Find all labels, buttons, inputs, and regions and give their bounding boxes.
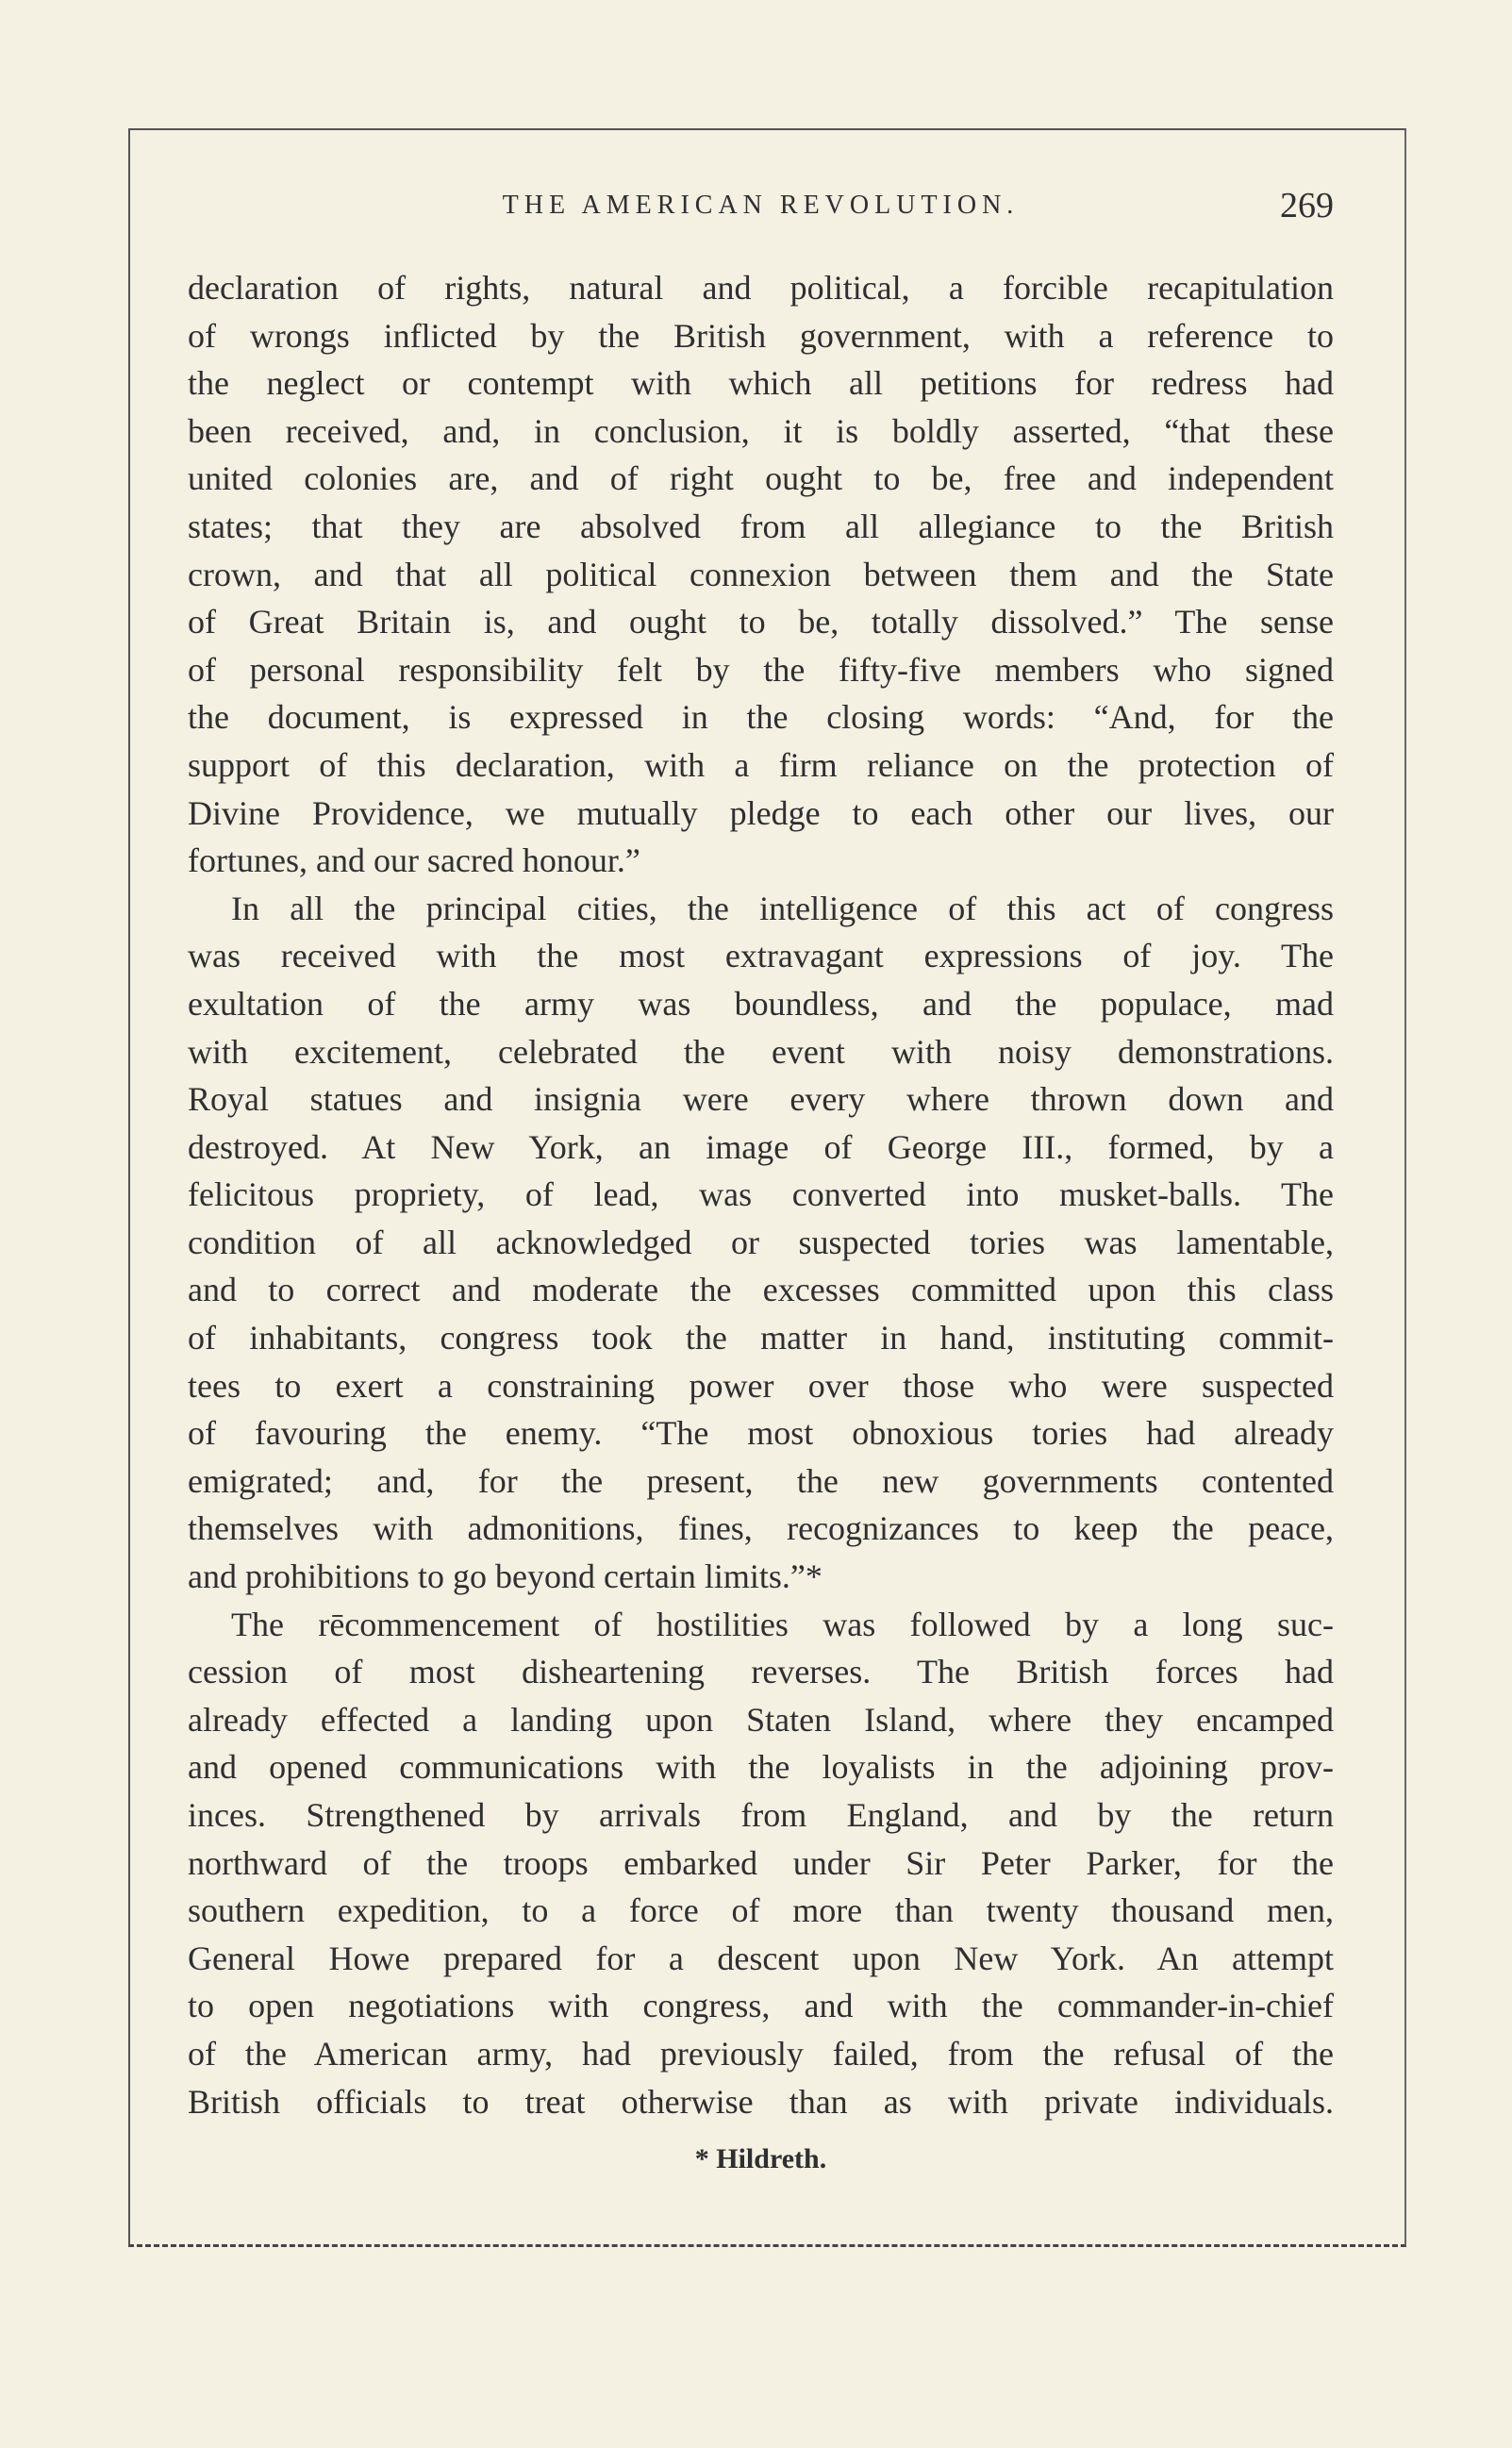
text-line: and to correct and moderate the excesses committed upon this class bbox=[188, 1271, 1334, 1309]
text-line: fortunes, and our sacred honour.” bbox=[188, 841, 640, 880]
text-line: support of this declaration, with a firm reliance on the protection of bbox=[188, 745, 1334, 784]
running-title: THE AMERICAN REVOLUTION. bbox=[502, 191, 1020, 220]
text-line: was received with the most extravagant expressions of joy. The bbox=[188, 937, 1334, 975]
text-line: cession of most disheartening reverses. The British forces had bbox=[188, 1653, 1334, 1691]
text-line: the document, is expressed in the closing words: “And, for the bbox=[188, 698, 1334, 737]
text-line: already effected a landing upon Staten Island, where they encamped bbox=[188, 1700, 1334, 1739]
text-line: of Great Britain is, and ought to be, totally dissolved.” The sense bbox=[188, 603, 1334, 641]
text-line: and opened communications with the loyalists in the adjoining prov- bbox=[188, 1748, 1334, 1787]
text-line: Royal statues and insignia were every where thrown down and bbox=[188, 1080, 1334, 1119]
text-line: of personal responsibility felt by the fifty-five members who signed bbox=[188, 650, 1334, 689]
text-line: British officials to treat otherwise than as with private individuals. bbox=[188, 2082, 1334, 2121]
text-line: General Howe prepared for a descent upon New York. An attempt bbox=[188, 1939, 1334, 1977]
text-line: exultation of the army was boundless, and the populace, mad bbox=[188, 984, 1334, 1023]
text-line: and prohibitions to go beyond certain limits.”* bbox=[188, 1557, 822, 1596]
footnote: * Hildreth. bbox=[694, 2143, 827, 2174]
text-line: of the American army, had previously failed, from the refusal of the bbox=[188, 2034, 1334, 2073]
text-line: declaration of rights, natural and political, a forcible recapitulation bbox=[188, 269, 1334, 307]
text-line: destroyed. At New York, an image of George III., formed, by a bbox=[188, 1127, 1334, 1166]
page-header bbox=[188, 185, 1334, 226]
text-line: of favouring the enemy. “The most obnoxious tories had already bbox=[188, 1414, 1334, 1453]
text-line: northward of the troops embarked under Sir Peter Parker, for the bbox=[188, 1843, 1334, 1882]
text-line: emigrated; and, for the present, the new governments contented bbox=[188, 1461, 1334, 1500]
text-line: to open negotiations with congress, and with the commander-in-chief bbox=[188, 1987, 1334, 2025]
text-line: states; that they are absolved from all allegiance to the British bbox=[188, 507, 1334, 545]
text-line: united colonies are, and of right ought to be, free and independent bbox=[188, 459, 1334, 498]
text-line: southern expedition, to a force of more than twenty thousand men, bbox=[188, 1891, 1334, 1930]
text-line: tees to exert a constraining power over those who were suspected bbox=[188, 1366, 1334, 1405]
text-line: with excitement, celebrated the event with noisy demonstrations. bbox=[188, 1032, 1334, 1071]
text-line: crown, and that all political connexion between them and the State bbox=[188, 555, 1334, 593]
text-line: Divine Providence, we mutually pledge to each other our lives, our bbox=[188, 793, 1334, 832]
body-text bbox=[188, 264, 1334, 2125]
text-line: of wrongs inflicted by the British government, with a reference to bbox=[188, 316, 1334, 355]
text-line: of inhabitants, congress took the matter in hand, instituting commit- bbox=[188, 1319, 1334, 1357]
text-line: condition of all acknowledged or suspected tories was lamentable, bbox=[188, 1223, 1334, 1261]
text-line: the neglect or contempt with which all petitions for redress had bbox=[188, 364, 1334, 403]
page-number: 269 bbox=[1280, 186, 1334, 225]
text-line: felicitous propriety, of lead, was converted into musket-balls. The bbox=[188, 1175, 1334, 1214]
text-line: In all the principal cities, the intelligence of this act of congress bbox=[231, 889, 1334, 927]
text-line: inces. Strengthened by arrivals from England, and by the return bbox=[188, 1796, 1334, 1834]
text-line: The rēcommencement of hostilities was followed by a long suc- bbox=[231, 1605, 1334, 1643]
text-line: been received, and, in conclusion, it is boldly asserted, “that these bbox=[188, 411, 1334, 450]
text-line: themselves with admonitions, fines, recognizances to keep the peace, bbox=[188, 1509, 1334, 1548]
